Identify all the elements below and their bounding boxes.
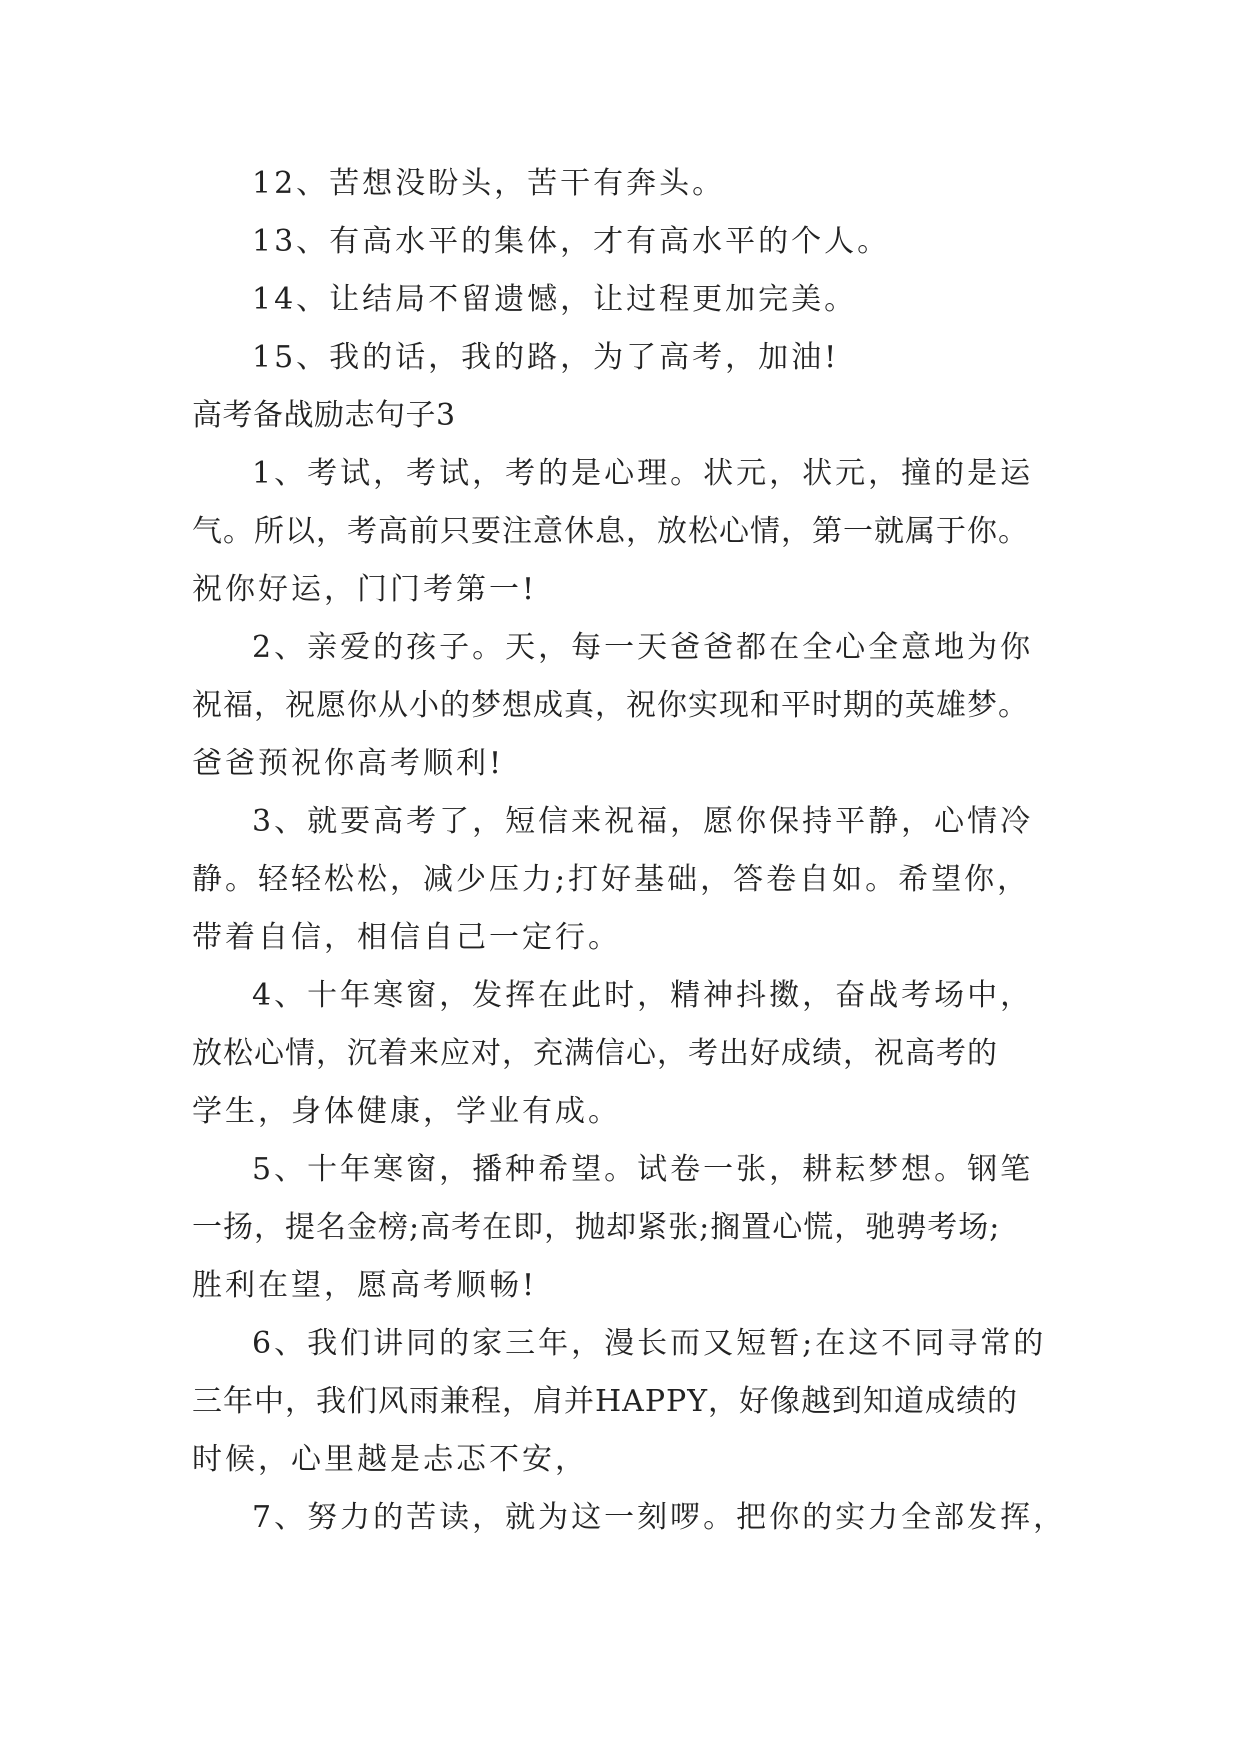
paragraph-2-line-2: 祝福，祝愿你从小的梦想成真，祝你实现和平时期的英雄梦。: [192, 688, 1029, 723]
paragraph-6-line-2: 三年中，我们风雨兼程，肩并HAPPY，好像越到知道成绩的: [192, 1384, 1019, 1419]
list-item-13: 13、有高水平的集体，才有高水平的个人。: [252, 224, 891, 259]
paragraph-3-line-3: 带着自信，相信自己一定行。: [192, 920, 621, 955]
paragraph-3-line-1: 3、就要高考了，短信来祝福，愿你保持平静，心情冷: [252, 804, 1034, 839]
paragraph-2-line-3: 爸爸预祝你高考顺利!: [192, 746, 505, 781]
paragraph-4-line-3: 学生，身体健康，学业有成。: [192, 1094, 621, 1129]
paragraph-5-line-2: 一扬，提名金榜;高考在即，抛却紧张;搁置心慌，驰骋考场;: [192, 1210, 1001, 1245]
paragraph-3-line-2: 静。轻轻松松，减少压力;打好基础，答卷自如。希望你，: [192, 862, 1031, 897]
paragraph-4-line-2: 放松心情，沉着来应对，充满信心，考出好成绩，祝高考的: [192, 1036, 998, 1071]
section-heading: 高考备战励志句子3: [192, 398, 456, 433]
paragraph-1-line-2: 气。所以，考高前只要注意休息，放松心情，第一就属于你。: [192, 514, 1029, 549]
paragraph-6-line-3: 时候，心里越是忐忑不安，: [192, 1442, 588, 1477]
paragraph-5-line-1: 5、十年寒窗，播种希望。试卷一张，耕耘梦想。钢笔: [252, 1152, 1034, 1187]
document-body: [192, 155, 1072, 1547]
list-item-14: 14、让结局不留遗憾，让过程更加完美。: [252, 282, 858, 317]
paragraph-1-line-3: 祝你好运，门门考第一!: [192, 572, 538, 607]
paragraph-2-line-1: 2、亲爱的孩子。天，每一天爸爸都在全心全意地为你: [252, 630, 1034, 665]
list-item-12: 12、苦想没盼头，苦干有奔头。: [252, 166, 726, 201]
list-item-15: 15、我的话，我的路，为了高考，加油!: [252, 340, 840, 375]
paragraph-4-line-1: 4、十年寒窗，发挥在此时，精神抖擞，奋战考场中，: [252, 978, 1034, 1013]
paragraph-7-line-1: 7、努力的苦读，就为这一刻啰。把你的实力全部发挥，: [252, 1500, 1067, 1535]
paragraph-1-line-1: 1、考试，考试，考的是心理。状元，状元，撞的是运: [252, 456, 1034, 491]
paragraph-6-line-1: 6、我们讲同的家三年，漫长而又短暂;在这不同寻常的: [252, 1326, 1047, 1361]
paragraph-5-line-3: 胜利在望，愿高考顺畅!: [192, 1268, 538, 1303]
